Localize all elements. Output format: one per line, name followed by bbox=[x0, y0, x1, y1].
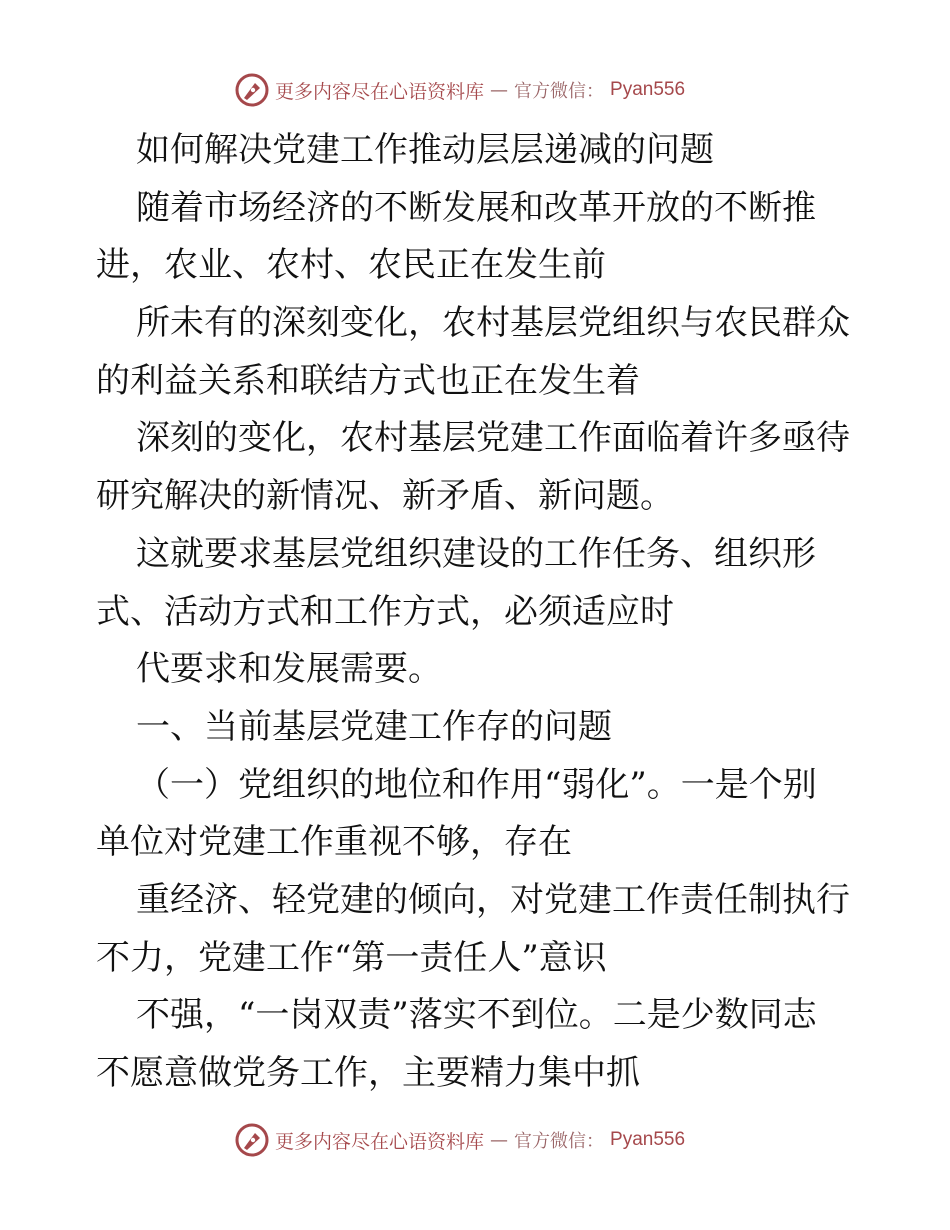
text-line: 的利益关系和联结方式也正在发生着 bbox=[96, 360, 640, 401]
text-line: 如何解决党建工作推动层层递减的问题 bbox=[136, 130, 714, 170]
document-body bbox=[96, 122, 856, 1103]
text-line: 不力，党建工作“第一责任人”意识 bbox=[96, 937, 607, 978]
watermark-library-text: 更多内容尽在心语资料库 bbox=[275, 80, 485, 103]
watermark-library-text: 更多内容尽在心语资料库 bbox=[275, 1130, 485, 1153]
pen-nib-circle-icon bbox=[235, 1123, 269, 1157]
text-line: 深刻的变化，农村基层党建工作面临着许多亟待 bbox=[136, 418, 850, 459]
header-watermark bbox=[235, 72, 685, 108]
pen-nib-circle-icon bbox=[235, 73, 269, 107]
text-line: 代要求和发展需要。 bbox=[136, 649, 442, 690]
text-line: 一、当前基层党建工作存的问题 bbox=[136, 706, 612, 747]
watermark-official-label: 官方微信： bbox=[514, 81, 605, 102]
text-line: 单位对党建工作重视不够，存在 bbox=[96, 822, 572, 863]
watermark-dash: — bbox=[490, 79, 509, 101]
text-line: 这就要求基层党组织建设的工作任务、组织形 bbox=[136, 533, 816, 574]
text-line: 不强，“一岗双责”落实不到位。二是少数同志 bbox=[136, 995, 817, 1036]
text-line: 不愿意做党务工作，主要精力集中抓 bbox=[96, 1053, 640, 1093]
text-line: 重经济、轻党建的倾向，对党建工作责任制执行 bbox=[136, 879, 850, 920]
watermark-dash: — bbox=[490, 1129, 509, 1151]
watermark-wechat-id: Pyan556 bbox=[610, 1129, 686, 1150]
watermark-wechat-id: Pyan556 bbox=[610, 79, 686, 100]
footer-watermark bbox=[235, 1122, 685, 1158]
text-line: （一）党组织的地位和作用“弱化”。一是个别 bbox=[136, 764, 817, 805]
text-line: 进，农业、农村、农民正在发生前 bbox=[96, 245, 606, 286]
text-line: 式、活动方式和工作方式，必须适应时 bbox=[96, 591, 674, 632]
text-line: 随着市场经济的不断发展和改革开放的不断推 bbox=[136, 187, 816, 228]
text-line: 研究解决的新情况、新矛盾、新问题。 bbox=[96, 476, 674, 517]
text-line: 所未有的深刻变化，农村基层党组织与农民群众 bbox=[136, 303, 850, 344]
watermark-official-label: 官方微信： bbox=[514, 1131, 605, 1152]
